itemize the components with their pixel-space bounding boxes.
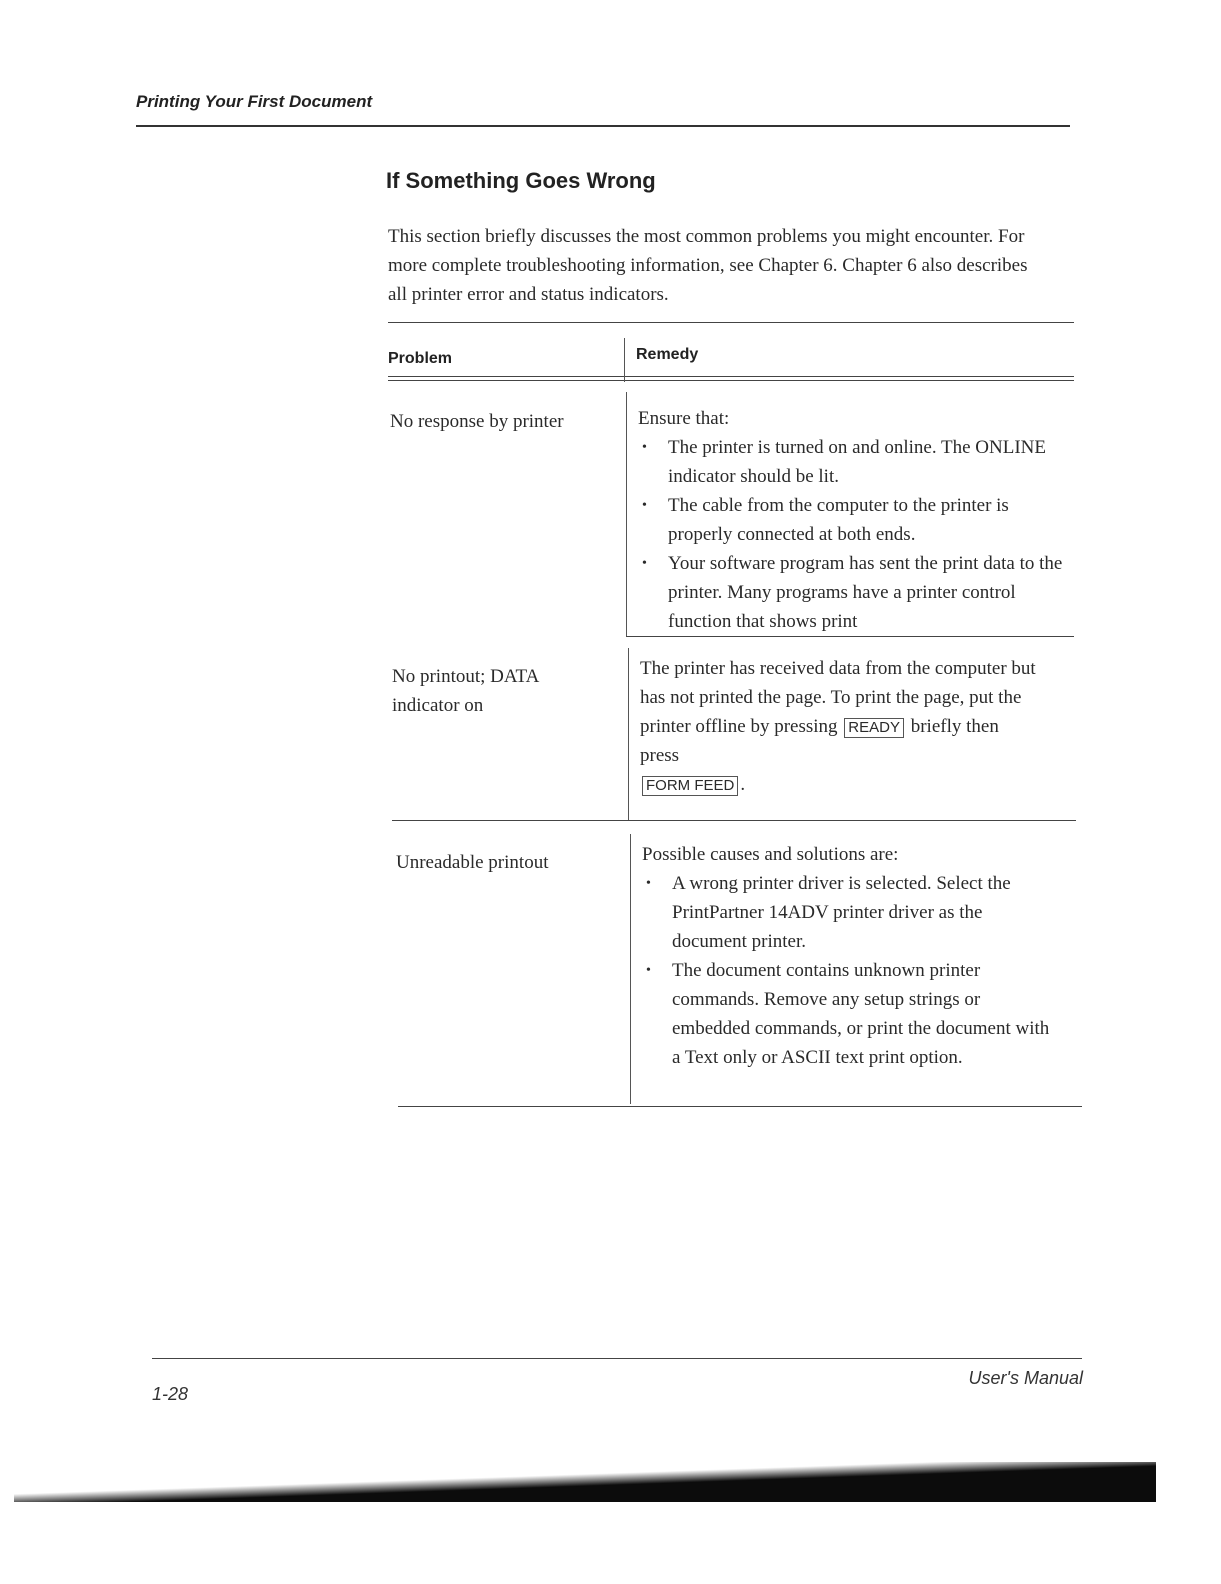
header-double-rule — [388, 376, 1074, 381]
column-divider — [624, 338, 625, 382]
column-divider — [628, 648, 629, 820]
scan-edge-bar — [14, 1462, 1156, 1502]
remedy-cell — [640, 654, 1040, 799]
problem-cell: Unreadable printout — [396, 852, 549, 873]
column-divider — [626, 392, 627, 636]
problem-cell: No printout; DATA indicator on — [392, 666, 539, 716]
remedy-lead: Ensure that: — [638, 408, 730, 429]
remedy-lead: Possible causes and solutions are: — [642, 844, 899, 865]
ready-key: READY — [844, 718, 904, 738]
page-number: 1-28 — [152, 1384, 189, 1404]
list-item: • The document contains unknown printer commands. Remove any setup strings or embedded commands, or print the document with a Text only or ASCII text print option. — [642, 956, 1062, 1072]
remedy-list — [638, 433, 1068, 636]
header-rule — [136, 125, 1070, 127]
remedy-cell — [638, 404, 1068, 636]
list-item: • The cable from the computer to the printer is properly connected at both ends. — [638, 491, 1068, 549]
remedy-text: briefly then press — [640, 716, 999, 766]
running-head: Printing Your First Document — [136, 92, 373, 111]
row-rule — [626, 636, 1074, 637]
row-rule — [392, 820, 1076, 821]
column-divider — [630, 834, 631, 1104]
list-item: • Your software program has sent the print data to the printer. Many programs have a printer control function that shows print — [638, 549, 1068, 636]
column-header-problem: Problem — [388, 350, 453, 367]
footer-rule — [152, 1358, 1082, 1359]
list-item: • The printer is turned on and online. The ONLINE indicator should be lit. — [638, 433, 1068, 491]
form-feed-key: FORM FEED — [642, 776, 738, 796]
section-intro: This section briefly discusses the most common problems you might encounter. For more complete troubleshooting information, see Chapter 6. Chapter 6 also describes all printer error and status indicators. — [388, 226, 1028, 305]
remedy-cell — [642, 840, 1062, 1072]
remedy-list — [642, 869, 1062, 1072]
table-bottom-rule — [398, 1106, 1082, 1107]
table-top-rule — [388, 322, 1074, 323]
list-item: • A wrong printer driver is selected. Select the PrintPartner 14ADV printer driver as the document printer. — [642, 869, 1062, 956]
section-title: If Something Goes Wrong — [386, 168, 656, 193]
problem-cell: No response by printer — [390, 411, 564, 432]
remedy-text: . — [740, 774, 746, 795]
remedy-text: The printer has received data from the computer but has not printed the page. To print the page, put the printer offline by pressing — [640, 658, 1036, 737]
manual-name: User's Manual — [968, 1368, 1083, 1388]
column-header-remedy: Remedy — [636, 346, 699, 363]
